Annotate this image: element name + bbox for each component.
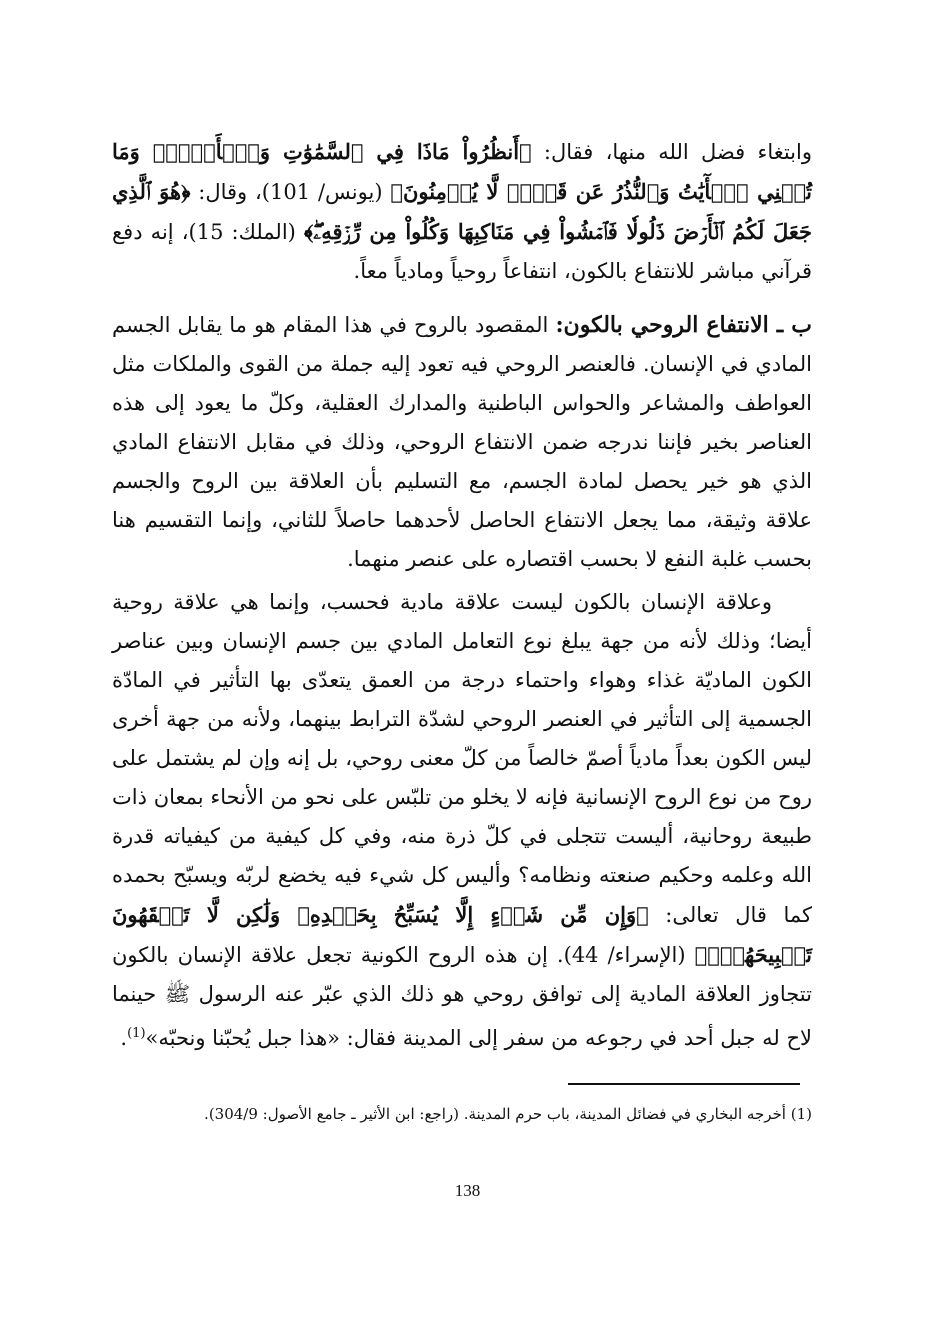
quran-verse-mulk: ﴿هُوَ ٱلَّذِي جَعَلَ لَكُمُ ٱلۡأَرۡضَ ذَلُولٗا فَٱمۡشُواْ فِي مَنَاكِبِهَا وَكُلُواْ مِن رِّزۡقِهِۦۖ﴾ [112,179,812,244]
paragraph-2-body: المقصود بالروح في هذا المقام هو ما يقابل الجسم المادي في الإنسان. فالعنصر الروحي فيه تعود إليه جملة من القوى والملكات مثل العواطف والمشاعر والحواس الباطنية والمدارك العقلية، وكلّ ما يعود إلى هذه العناصر بخير فإننا ندرجه ضمن الانتفاع الروحي، وذلك في مقابل الانتفاع المادي الذي هو خير يحصل لمادة الجسم، مع التسليم بأن العلاقة بين الروح والجسم علاقة وثيقة، مما يجعل الانتفاع الحاصل لأحدهما حاصلاً للثاني، وإنما التقسيم هنا بحسب غلبة النفع لا بحسب اقتصاره على عنصر منهما. [112,313,812,571]
paragraph-1-lead: وابتغاء فضل الله منها، فقال: [531,140,813,164]
paragraph-3 [112,583,812,1058]
footnote-separator [568,1083,800,1085]
page-number: 138 [454,1181,481,1200]
paragraph-1 [112,132,812,291]
paragraph-2 [112,306,812,579]
paragraph-3-body-2: (الإسراء/ 44). إن هذه الروح الكونية تجعل علاقة الإنسان بالكون تتجاوز العلاقة المادية إلى توافق روحي هو ذلك الذي عبّر عنه الرسول ﷺ حينما لاح له جبل أحد في رجوعه من سفر إلى المدينة فقال: «هذا جبل يُحبّنا ونحبّه» [112,943,812,1050]
quran-verse-isra: ﴿وَإِن مِّن شَيۡءٍ إِلَّا يُسَبِّحُ بِحَمۡدِهِۦ وَلَٰكِن لَّا تَفۡقَهُونَ تَسۡبِيحَهُمۡۚ﴾ [112,902,812,967]
quran-verse-yunus: ﴿أَنظُرُواْ مَاذَا فِي ٱلسَّمَٰوَٰتِ وَٱلۡأَرۡضِۚ وَمَا تُغۡنِي ٱلۡأٓيَٰتُ وَٱلنُّذُرُ عَن قَوۡمٖ لَّا يُؤۡمِنُونَ﴾ [112,139,812,204]
paragraph-3-body-1: وعلاقة الإنسان بالكون ليست علاقة مادية فحسب، وإنما هي علاقة روحية أيضا؛ وذلك لأنه من جهة يبلغ نوع التعامل المادي بين جسم الإنسان وبين عناصر الكون الماديّة غذاء وهواء واحتماء درجة من العمق يتعدّى بها التأثير في المادّة الجسمية إلى التأثير في العنصر الروحي لشدّة الترابط بينهما، ولأنه من جهة أخرى ليس الكون بعداً مادياً أصمّ خالصاً من كلّ معنى روحي، بل إنه وإن لم يشتمل على روح من نوع الروح الإنسانية فإنه لا يخلو من تلبّس على نحو من الأنحاء بمعان ذات طبيعة روحانية، أليست تتجلى في كلّ ذرة منه، وفي كل كيفية من كيفياته قدرة الله وعلمه وحكيم صنعته ونظامه؟ وأليس كل شيء فيه يخضع لربّه ويسبّح بحمده كما قال تعالى: [112,590,813,927]
paragraph-3-end: . [120,1026,128,1050]
section-heading-spiritual-benefit: ب ـ الانتفاع الروحي بالكون: [555,312,812,338]
footnote-marker[interactable]: (1) [127,1026,146,1041]
reference-yunus: (يونس/ 101)، وقال: [190,180,391,204]
reference-mulk: (الملك: 15)، إنه دفع قرآني مباشر للانتفاع بالكون، انتفاعاً روحياً ومادياً معاً. [112,220,812,283]
footnote: (1) أخرجه البخاري في فضائل المدينة، باب حرم المدينة. (راجع: ابن الأثير ـ جامع الأصول: 304/9). [204,1105,812,1123]
